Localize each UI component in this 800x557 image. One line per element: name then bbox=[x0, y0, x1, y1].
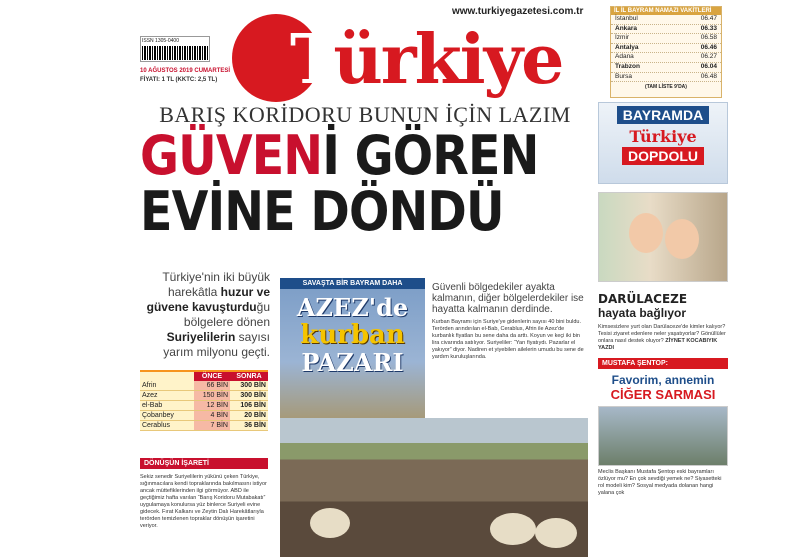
issn-label: ISSN 1305-0400 bbox=[142, 38, 179, 44]
prayer-times-title: İL İL BAYRAM NAMAZI VAKİTLERİ bbox=[611, 7, 721, 15]
refugee-stats-table bbox=[140, 370, 268, 431]
prayer-row: Bursa 06.48 bbox=[611, 73, 721, 83]
right-story-subtitle: hayata bağlıyor bbox=[598, 306, 687, 320]
site-url[interactable]: www.turkiyegazetesi.com.tr bbox=[452, 6, 584, 17]
logo-text: Türkiye bbox=[290, 20, 563, 100]
prayer-times-footer: (TAM LİSTE 9'DA) bbox=[645, 84, 687, 91]
sheep-shape bbox=[490, 513, 536, 545]
table-row: el-Bab 12 BİN 106 BİN bbox=[142, 402, 266, 409]
main-headline[interactable] bbox=[140, 102, 590, 243]
prayer-times-box bbox=[610, 6, 722, 98]
feature-box[interactable] bbox=[280, 278, 425, 418]
darulaceze-photo bbox=[598, 192, 728, 282]
prayer-row: Antalya 06.46 bbox=[611, 44, 721, 54]
section-text: Sekiz senedir Suriyelilerin yükünü çeken Türkiye, sığınmacılara kendi topraklarında bakılmasını istiyor ancak müttefiklerinden ilgi görmüyor. ABD ile geçtiğimiz hafta varılan “Barış Koridoru Mutabakatı” uygulamaya konulursa yüz binlerce Suriyeli evine gidecek. Fırat Kalkanı ve Zeytin Dalı Harekâtlarıyla terörden temizlenen topraklar dönüşün işaretini veriyor. bbox=[140, 474, 267, 529]
sheep-shape bbox=[535, 518, 577, 548]
table-row: Azez 150 BİN 300 BİN bbox=[142, 392, 266, 399]
lead-text: Türkiye'nin iki büyük harekâtla huzur ve güvene kavuşturduğu bölgelere dönen Suriyelilerin sayısı yarım milyonu geçti. bbox=[146, 270, 270, 359]
stats-header: ÖNCE SONRA bbox=[140, 372, 268, 381]
prayer-row: Adana 06.27 bbox=[611, 53, 721, 63]
promo-line-1: BAYRAMDA bbox=[617, 106, 709, 124]
table-row: Çobanbey 4 BİN 20 BİN bbox=[142, 412, 266, 419]
right-section-text: Meclis Başkanı Mustafa Şentop eski bayramları özlüyor mu? En çok sevdiği yemek ne? Siyasetteki rol modeli kim? Sosyal medyada dolanan hangi yalana çok bbox=[598, 469, 722, 496]
prayer-row: İzmir 06.58 bbox=[611, 34, 721, 44]
right-sidebar bbox=[598, 102, 728, 557]
masthead bbox=[0, 0, 800, 104]
section-heading: DÖNÜŞÜN İŞARETİ bbox=[140, 458, 268, 469]
face-shape bbox=[629, 213, 663, 253]
article-column[interactable] bbox=[432, 282, 588, 361]
promo-line-2: DOPDOLU bbox=[622, 147, 704, 165]
prayer-row: Ankara 06.33 bbox=[611, 25, 721, 35]
headline-kicker: BARIŞ KORİDORU BUNUN İÇİN LAZIM bbox=[159, 102, 571, 127]
holiday-promo[interactable] bbox=[598, 102, 728, 184]
newspaper-logo[interactable] bbox=[232, 6, 592, 98]
market-photo bbox=[280, 418, 588, 557]
table-row: Afrin 66 BİN 300 BİN bbox=[142, 382, 266, 389]
right-feature-line-1[interactable]: Favorim, annemin bbox=[611, 373, 715, 387]
headline-line-1: GÜVENİ GÖREN bbox=[140, 124, 539, 187]
promo-logo: Türkiye bbox=[629, 127, 697, 146]
article-body: Kurban Bayramı için Suriye'ye gidenlerin sayısı 40 bini buldu. Terörden arındırılan el-Bab, Cerablus, Afrin ile Azez'de kurbanlık fiyatları bu sene daha da arttı. Koyun ve keçi iki bin lira civarında satılıyor. Suriyeliler: “Yarı fiyatıydı. Pazarlar el yakıyor” diyor. Nadiren et yiyebilen ailelerin umudu bu sene de yardım kuruluşlarında. bbox=[432, 319, 584, 360]
right-feature-line-2: CİĞER SARMASI bbox=[610, 387, 716, 402]
issue-price: FİYATI: 1 TL (KKTC: 2,5 TL) bbox=[140, 77, 218, 83]
face-shape bbox=[665, 219, 699, 259]
headline-line-2: EVİNE DÖNDÜ bbox=[140, 180, 504, 243]
article-lead: Güvenli bölgedekiler ayakta kalmanın, diğer bölgelerdekiler ise hayatta kalmanın derdinde. bbox=[432, 282, 584, 315]
barcode-graphic bbox=[142, 46, 208, 60]
right-section-heading: MUSTAFA ŞENTOP: bbox=[598, 358, 728, 369]
table-row: Cerablus 7 BİN 36 BİN bbox=[142, 422, 266, 429]
lead-column bbox=[140, 270, 270, 360]
sentop-photo bbox=[598, 406, 728, 466]
issue-date: 10 AĞUSTOS 2019 CUMARTESİ bbox=[140, 68, 231, 74]
prayer-row: Trabzon 06.04 bbox=[611, 63, 721, 73]
sheep-shape bbox=[310, 508, 350, 538]
feature-title-1: AZEZ'de bbox=[296, 293, 409, 322]
prayer-row: İstanbul 06.47 bbox=[611, 15, 721, 25]
right-story-text: Kimsesizlere yurt olan Darülaceze'de kimler kalıyor? Tesisi ziyaret edenlere neler yaşatıyorlar? Gönüllüler onlara nasıl destek oluyor? ZİYNET KOCABIYIK YAZDI bbox=[598, 324, 726, 351]
feature-tag: SAVAŞTA BİR BAYRAM DAHA bbox=[280, 278, 425, 289]
right-story-title[interactable]: DARÜLACEZE bbox=[598, 292, 688, 306]
issn-barcode bbox=[140, 36, 210, 62]
feature-title-3: PAZARI bbox=[301, 348, 404, 377]
feature-title-2: kurban bbox=[300, 320, 405, 350]
